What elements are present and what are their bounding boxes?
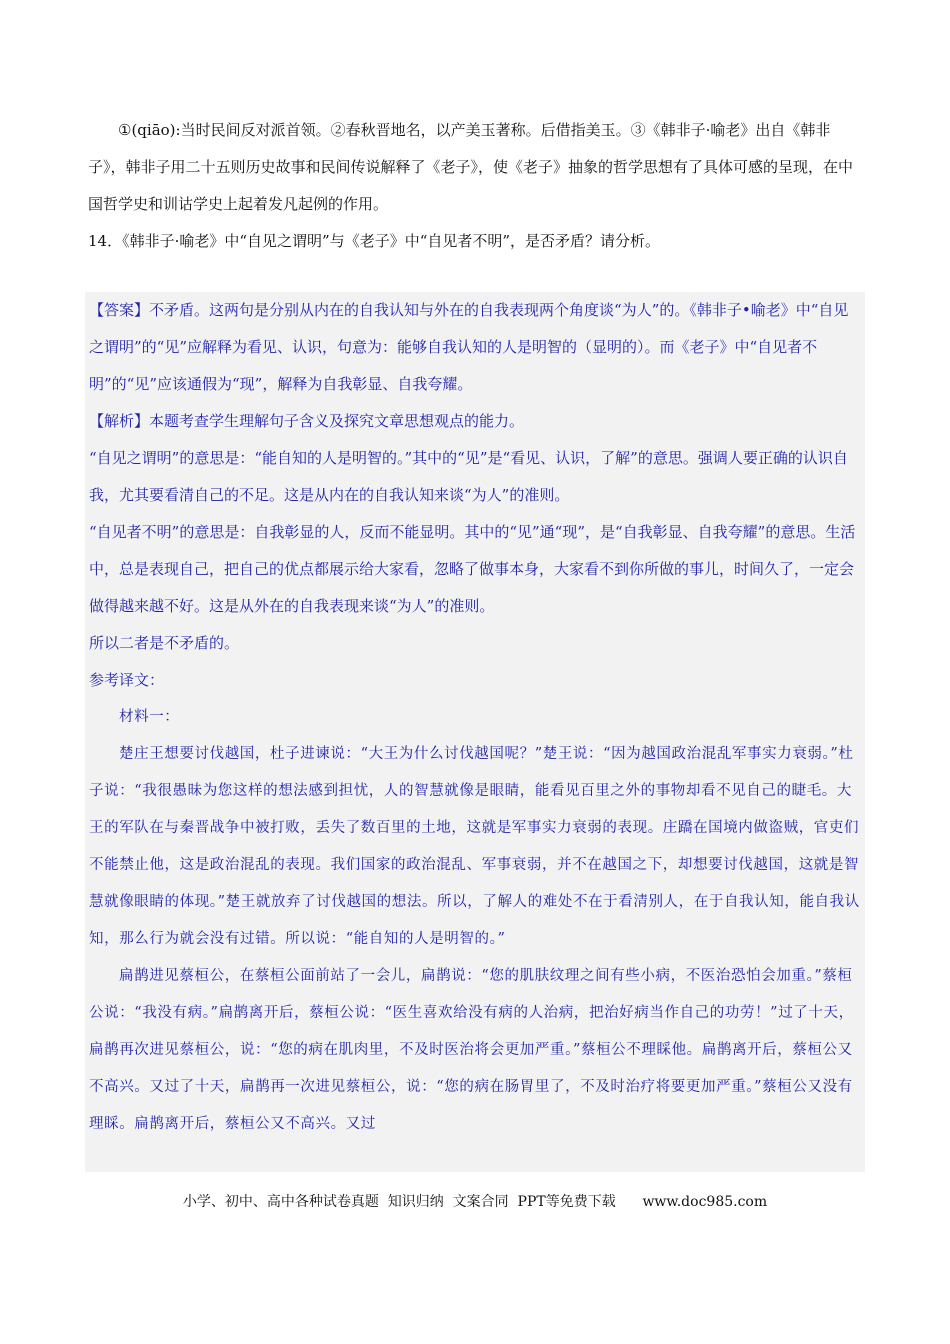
answer-text: 不矛盾。这两句是分别从内在的自我认知与外在的自我表现两个角度谈“为人”的。《韩非子•喻老》中“自见之谓明”的“见”应解释为看见、认识，句意为：能够自我认知的人是明智的（显明的）。而《老子》中“自见者不明”的“见”应该通假为“现”，解释为自我彰显、自我夸耀。 — [89, 301, 849, 393]
analysis-paragraph — [89, 403, 861, 440]
answer-tag: 【答案】 — [89, 301, 150, 319]
page-footer: 小学、初中、高中各种试卷真题 知识归纳 文案合同 PPT等免费下载 www.doc985.com — [182, 1194, 768, 1210]
analysis-tag: 【解析】 — [89, 412, 150, 430]
answer-paragraph — [89, 292, 861, 403]
analysis-para-1: “自见之谓明”的意思是：“能自知的人是明智的。”其中的“见”是“看见、认识，了解”的意思。强调人要正确的认识自我，尤其要看清自己的不足。这是从内在的自我认知来谈“为人”的准则。 — [89, 449, 848, 504]
analysis-text: 本题考查学生理解句子含义及探究文章思想观点的能力。 — [149, 412, 525, 430]
question-14: 14．《韩非子·喻老》中“自见之谓明”与《老子》中“自见者不明”，是否矛盾？请分析。 — [88, 232, 661, 250]
footnotes — [88, 112, 863, 223]
material-title: 材料一： — [119, 709, 180, 725]
conclusion: 所以二者是不矛盾的。 — [89, 634, 240, 652]
translation-para-2: 扁鹊进见蔡桓公，在蔡桓公面前站了一会儿，扁鹊说：“您的肌肤纹理之间有些小病，不医治恐怕会加重。”蔡桓公说：“我没有病。”扁鹊离开后，蔡桓公说：“医生喜欢给没有病的人治病，把治好病当作自己的功劳！”过了十天，扁鹊再次进见蔡桓公，说：“您的病在肌肉里，不及时医治将会更加严重。”蔡桓公不理睬他。扁鹊离开后，蔡桓公又不高兴。又过了十天，扁鹊再一次进见蔡桓公，说：“您的病在肠胃里了，不及时治疗将要更加严重。”蔡桓公又没有理睬。扁鹊离开后，蔡桓公又不高兴。又过 — [89, 968, 854, 1132]
answer-section — [85, 292, 865, 1172]
analysis-para-2: “自见者不明”的意思是：自我彰显的人，反而不能显明。其中的“见”通“现”，是“自我彰显、自我夸耀”的意思。生活中，总是表现自己，把自己的优点都展示给大家看，忽略了做事本身，大家看不到你所做的事儿，时间久了，一定会做得越来越不好。这是从外在的自我表现来谈“为人”的准则。 — [89, 523, 856, 615]
footnote-text: ①(qiāo):当时民间反对派首领。②春秋晋地名，以产美玉著称。后借指美玉。③《韩非子·喻老》出自《韩非子》，韩非子用二十五则历史故事和民间传说解释了《老子》，使《老子》抽象的哲学思想有了具体可感的呈现，在中国哲学史和训诂学史上起着发凡起例的作用。 — [88, 121, 854, 213]
reference-translation-title: 参考译文： — [89, 671, 165, 689]
translation-para-1: 楚庄王想要讨伐越国，杜子进谏说：“大王为什么讨伐越国呢？”楚王说：“因为越国政治混乱军事实力衰弱。”杜子说：“我很愚昧为您这样的想法感到担忧，人的智慧就像是眼睛，能看见百里之外的事物却看不见自己的睫毛。大王的军队在与秦晋战争中被打败，丢失了数百里的土地，这就是军事实力衰弱的表现。庄蹻在国境内做盗贼，官吏们不能禁止他，这是政治混乱的表现。我们国家的政治混乱、军事衰弱，并不在越国之下，却想要讨伐越国，这就是智慧就像眼睛的体现。”楚王就放弃了讨伐越国的想法。所以，了解人的难处不在于看清别人，在于自我认知，能自我认知，那么行为就会没有过错。所以说：“能自知的人是明智的。” — [89, 746, 860, 947]
